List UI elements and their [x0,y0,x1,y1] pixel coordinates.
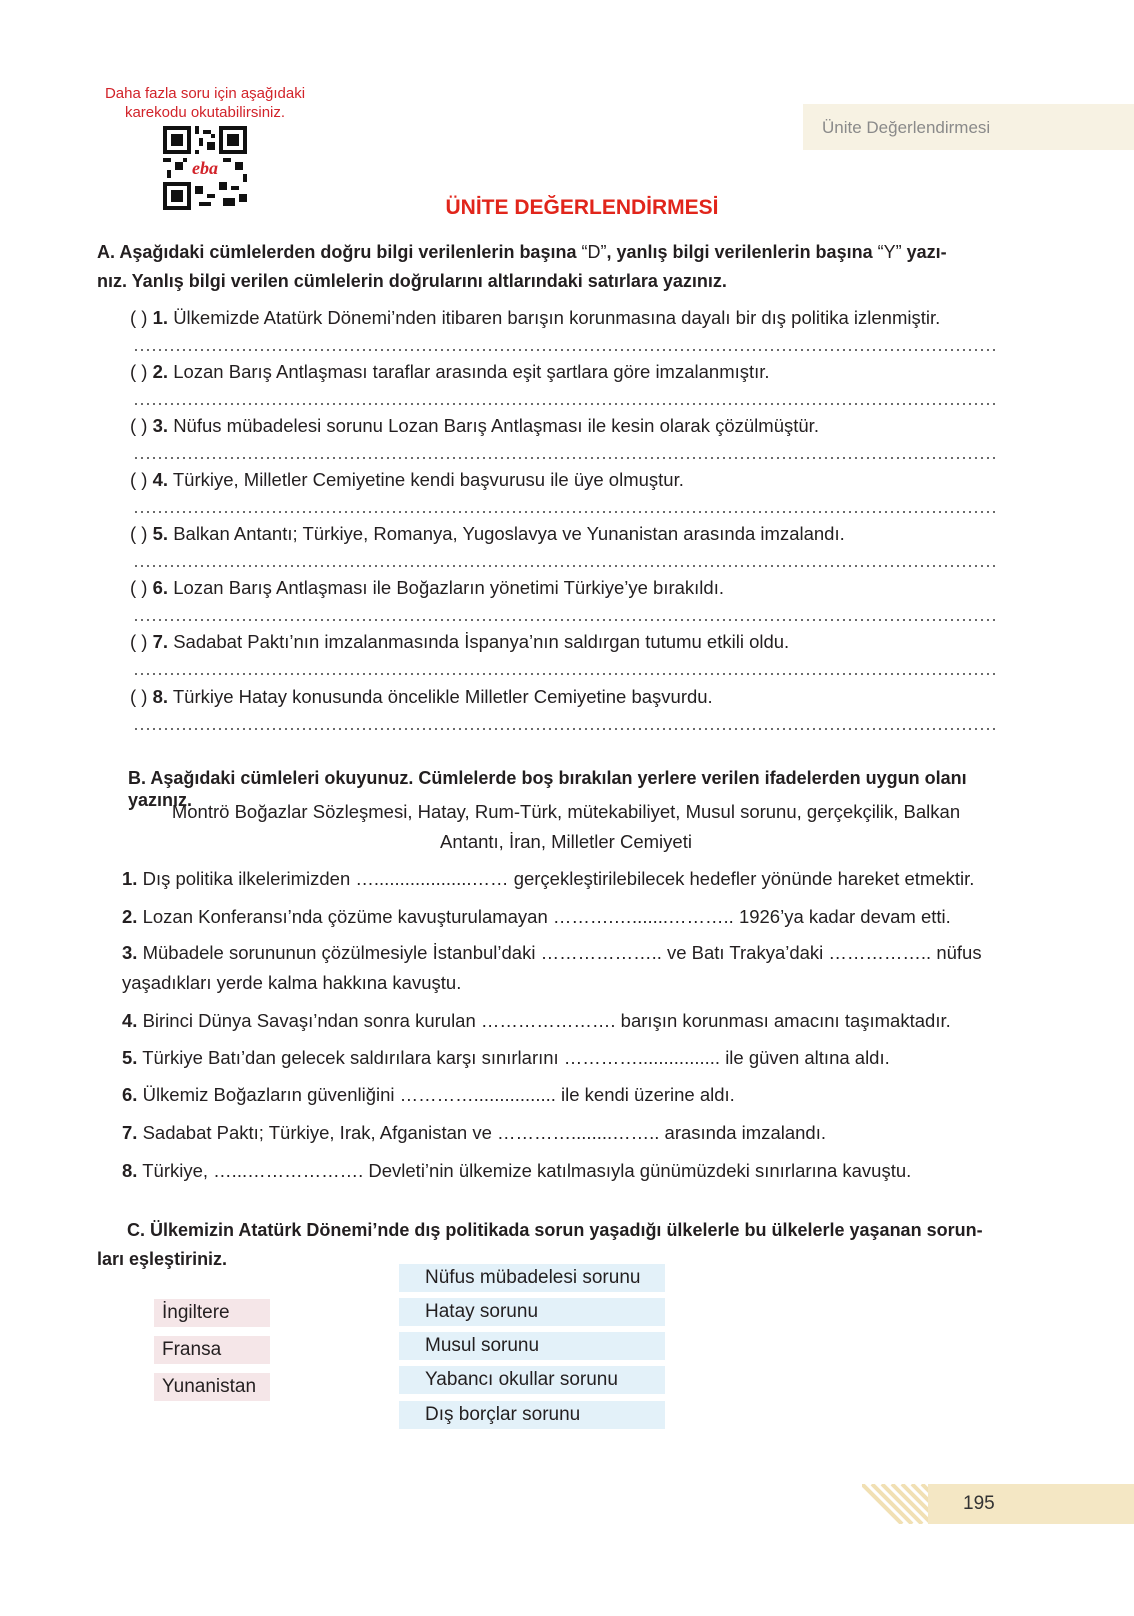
true-false-item[interactable]: ( ) 3. Nüfus mübadelesi sorunu Lozan Barış Antlaşması ile kesin olarak çözülmüştür. [130,415,819,436]
fill-blank-item[interactable]: 7. Sadabat Paktı; Türkiye, Irak, Afganistan ve …………........…….. arasında imzalandı. [122,1122,827,1143]
section-a-title: A. Aşağıdaki cümlelerden doğru bilgi verilenlerin başına “D”, yanlış bilgi verilenlerin başına “Y” yazı- nız. Yanlış bilgi verilen cümlelerin doğrularını altlarındaki satırlara yazınız. [97,242,947,291]
page-number: 195 [963,1493,995,1514]
fill-blank-item[interactable]: 5. Türkiye Batı’dan gelecek saldırılara karşı sınırlarını …………................ ile güven altına aldı. [122,1047,890,1068]
true-false-item[interactable]: ( ) 6. Lozan Barış Antlaşması ile Boğazların yönetimi Türkiye’ye bırakıldı. [130,577,724,598]
fill-blank-item[interactable]: 6. Ülkemiz Boğazların güvenliğini …………................ ile kendi üzerine aldı. [122,1084,735,1105]
word-bank-line1: Montrö Boğazlar Sözleşmesi, Hatay, Rum-Türk, mütekabiliyet, Musul sorunu, gerçekçilik, Balkan [171,801,961,822]
answer-line[interactable] [133,565,995,567]
fill-blank-item[interactable]: 3. Mübadele sorununun çözülmesiyle İstanbul’daki ……………….. ve Batı Trakya’daki …………….. nüfus yaşadıkları yerde kalma hakkına kavuştu. [122,942,982,993]
fill-blank-item[interactable]: 8. Türkiye, …...………………. Devleti’nin ülkemize katılmasıyla günümüzdeki sınırlarına kavuştu. [122,1160,912,1181]
country-box[interactable]: Yunanistan [154,1373,270,1401]
qr-note [100,84,310,122]
true-false-item[interactable]: ( ) 5. Balkan Antantı; Türkiye, Romanya, Yugoslavya ve Yunanistan arasında imzalandı. [130,523,845,544]
true-false-item[interactable]: ( ) 4. Türkiye, Milletler Cemiyetine kendi başvurusu ile üye olmuştur. [130,469,684,490]
answer-line[interactable] [133,457,995,459]
country-box[interactable]: İngiltere [154,1299,270,1327]
page-title: ÜNİTE DEĞERLENDİRMESİ [445,196,719,219]
fill-blank-item[interactable]: 2. Lozan Konferansı’nda çözüme kavuşturulamayan ……….….......……….. 1926’ya kadar devam etti. [122,906,951,927]
word-bank [150,797,982,857]
qr-logo-text: eba [192,158,218,178]
problem-box[interactable]: Musul sorunu [399,1332,665,1360]
qr-note-line1: Daha fazla soru için aşağıdaki [104,85,306,102]
problem-box[interactable]: Hatay sorunu [399,1298,665,1326]
page-number-box [928,1484,1134,1524]
qr-note-line2: karekodu okutabilirsiniz. [124,104,286,121]
problem-box[interactable]: Yabancı okullar sorunu [399,1366,665,1394]
true-false-item[interactable]: ( ) 8. Türkiye Hatay konusunda öncelikle Milletler Cemiyetine başvurdu. [130,686,713,707]
section-b-title: B. Aşağıdaki cümleleri okuyunuz. Cümlelerde boş bırakılan yerlere verilen ifadelerden uygun olanı yazınız. [128,768,967,810]
fill-blank-item[interactable]: 1. Dış politika ilkelerimizden …...................…… gerçekleştirilebilecek hedefler yönünde hareket etmektir. [122,868,975,889]
answer-line[interactable] [133,349,995,351]
true-false-item[interactable]: ( ) 2. Lozan Barış Antlaşması taraflar arasında eşit şartlara göre imzalanmıştır. [130,361,770,382]
section-c-title: C. Ülkemizin Atatürk Dönemi’nde dış politikada sorun yaşadığı ülkelerle bu ülkelerle yaşanan sorun- ları eşleştiriniz. [97,1220,983,1269]
true-false-item[interactable]: ( ) 7. Sadabat Paktı’nın imzalanmasında İspanya’nın saldırgan tutumu etkili oldu. [130,631,790,652]
answer-line[interactable] [133,619,995,621]
problem-box[interactable]: Dış borçlar sorunu [399,1401,665,1429]
problem-box[interactable]: Nüfus mübadelesi sorunu [399,1264,665,1292]
header-section-label: Ünite Değerlendirmesi [822,118,991,137]
answer-line[interactable] [133,511,995,513]
true-false-item[interactable]: ( ) 1. Ülkemizde Atatürk Dönemi’nden itibaren barışın korunmasına dayalı bir dış politika izlenmiştir. [130,307,941,328]
answer-line[interactable] [133,403,995,405]
word-bank-line2: Antantı, İran, Milletler Cemiyeti [440,831,692,852]
fill-blank-item[interactable]: 4. Birinci Dünya Savaşı’ndan sonra kurulan …………………. barışın korunması amacını taşımaktadır. [122,1010,951,1031]
answer-line[interactable] [133,673,995,675]
country-box[interactable]: Fransa [154,1336,270,1364]
answer-line[interactable] [133,728,995,730]
